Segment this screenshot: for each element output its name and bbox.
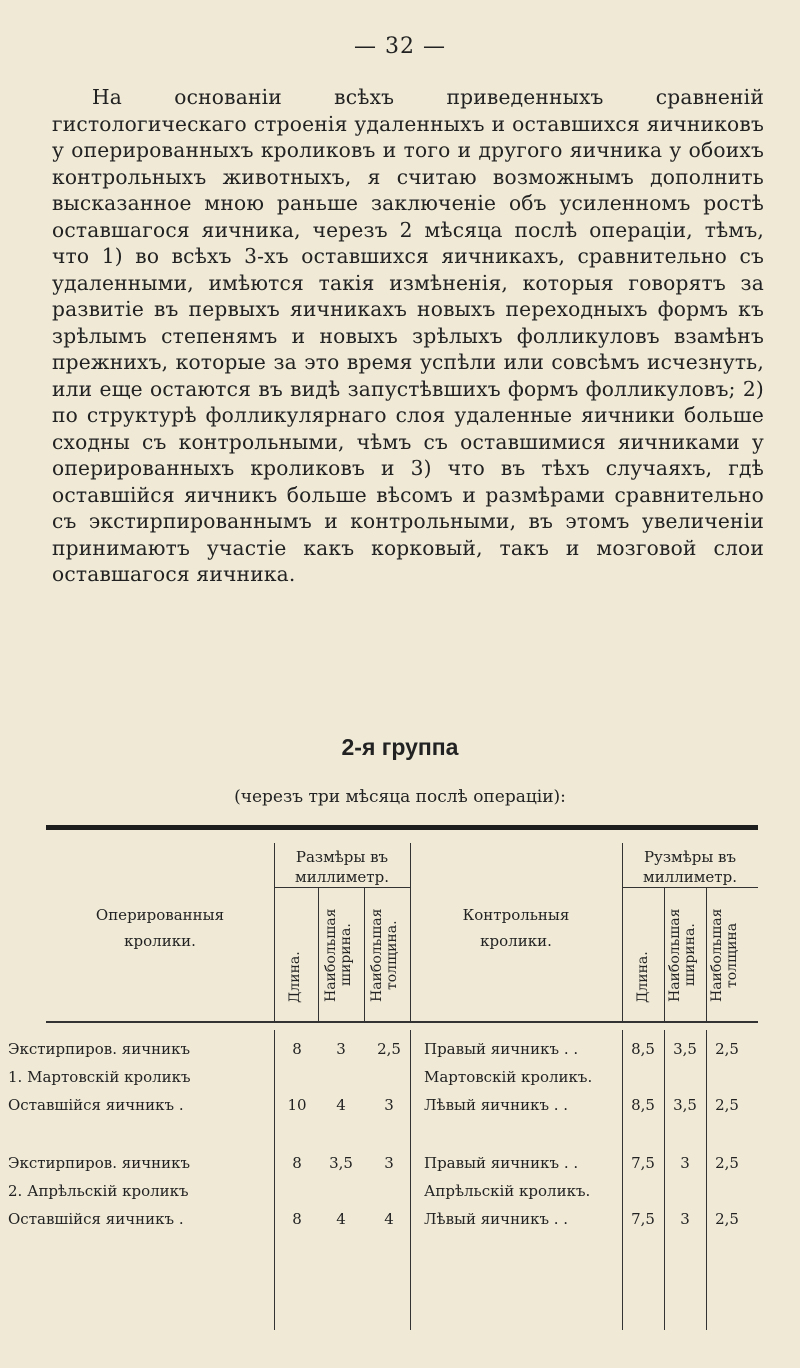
cell-ctrl: Лѣвый яичникъ . . — [424, 1096, 569, 1114]
cell-op: 2. Апрѣльскій кроликъ — [8, 1182, 189, 1200]
header-width-right: Наибольшая ширина. — [667, 908, 698, 1002]
header-length-left: Длина. — [287, 951, 303, 1003]
cell-cl: 8,5 — [631, 1040, 655, 1058]
cell-t: 4 — [384, 1210, 394, 1228]
cell-ct: 2,5 — [715, 1210, 739, 1228]
cell-w: 4 — [336, 1096, 346, 1114]
header-sizes-right-line2: миллиметр. — [643, 868, 737, 886]
header-operated-line1: Оперированныя — [95, 906, 225, 924]
table-top-rule — [46, 825, 758, 830]
cell-op: Оставшійся яичникъ . — [8, 1210, 184, 1228]
cell-ctrl: Правый яичникъ . . — [424, 1154, 579, 1172]
cell-cl: 8,5 — [631, 1096, 655, 1114]
header-sizes-left-line1: Размѣры въ — [295, 848, 389, 866]
cell-cl: 7,5 — [631, 1154, 655, 1172]
table-header — [46, 825, 758, 1025]
header-operated-line2: кролики. — [124, 932, 196, 950]
cell-l: 10 — [287, 1096, 307, 1114]
cell-l: 8 — [292, 1154, 302, 1172]
cell-ctrl: Правый яичникъ . . — [424, 1040, 579, 1058]
header-control-line1: Контрольныя — [462, 906, 570, 924]
cell-ct: 2,5 — [715, 1096, 739, 1114]
header-operated — [46, 905, 274, 951]
cell-op: Экстирпиров. яичникъ — [8, 1154, 191, 1172]
cell-ctrl: Апрѣльскій кроликъ. — [424, 1182, 591, 1200]
cell-l: 8 — [292, 1040, 302, 1058]
cell-cw: 3 — [680, 1210, 690, 1228]
cell-cw: 3 — [680, 1154, 690, 1172]
cell-t: 3 — [384, 1096, 394, 1114]
header-sizes-right — [622, 847, 758, 887]
header-thickness-left: Наибольшая толщина. — [369, 908, 400, 1002]
header-control-line2: кролики. — [480, 932, 552, 950]
cell-w: 3,5 — [329, 1154, 353, 1172]
cell-ct: 2,5 — [715, 1154, 739, 1172]
cell-op: 1. Мартовскій кроликъ — [8, 1068, 191, 1086]
body-paragraph: На основаніи всѣхъ приведенныхъ сравненій гистологическаго строенія удаленныхъ и оставшихся яичниковъ у оперированныхъ кроликовъ и того и другого яичника у обоихъ контрольныхъ животныхъ, я считаю возможнымъ дополнить высказанное мною раньше заключеніе объ усиленномъ ростѣ оставшагося яичника, черезъ 2 мѣсяца послѣ операціи, тѣмъ, что 1) во всѣхъ 3-хъ оставшихся яичникахъ, сравнительно съ удаленными, имѣются такія измѣненія, которыя говорятъ за развитіе въ первыхъ яичникахъ новыхъ переходныхъ формъ къ зрѣлымъ степенямъ и новыхъ зрѣлыхъ фолликуловъ взамѣнъ прежнихъ, которые за это время успѣли или совсѣмъ исчезнуть, или еще остаются въ видѣ запустѣвшихъ формъ фолликуловъ; 2) по структурѣ фолликулярнаго слоя удаленные яичники больше сходны съ контрольными, чѣмъ съ оставшимися яичниками у оперированныхъ кроликовъ и 3) что въ тѣхъ случаяхъ, гдѣ оставшійся яичникъ больше вѣсомъ и размѣрами сравнительно съ экстирпированнымъ и контрольными, въ этомъ увеличеніи принимаютъ участіе какъ корковый, такъ и мозговой слои оставшагося яичника. — [52, 85, 764, 586]
cell-w: 4 — [336, 1210, 346, 1228]
table-body — [8, 1030, 758, 1330]
cell-t: 3 — [384, 1154, 394, 1172]
cell-op: Экстирпиров. яичникъ — [8, 1040, 191, 1058]
cell-t: 2,5 — [377, 1040, 401, 1058]
cell-ctrl: Мартовскій кроликъ. — [424, 1068, 593, 1086]
header-length-right: Длина. — [635, 951, 651, 1003]
group-subtitle: (черезъ три мѣсяца послѣ операціи): — [234, 787, 566, 807]
header-thickness-right: Наибольшая толщина — [709, 908, 740, 1002]
group-title: 2-я группа — [341, 734, 459, 760]
page-number: — 32 — — [354, 34, 446, 59]
cell-l: 8 — [292, 1210, 302, 1228]
header-sizes-left — [274, 847, 410, 887]
header-control — [410, 905, 622, 951]
cell-cw: 3,5 — [673, 1040, 697, 1058]
header-width-left: Наибольшая ширина. — [323, 908, 354, 1002]
cell-w: 3 — [336, 1040, 346, 1058]
header-sizes-right-line1: Рузмѣры въ — [643, 848, 737, 866]
cell-cl: 7,5 — [631, 1210, 655, 1228]
cell-op: Оставшійся яичникъ . — [8, 1096, 184, 1114]
cell-cw: 3,5 — [673, 1096, 697, 1114]
header-sizes-left-line2: миллиметр. — [295, 868, 389, 886]
cell-ctrl: Лѣвый яичникъ . . — [424, 1210, 569, 1228]
cell-ct: 2,5 — [715, 1040, 739, 1058]
